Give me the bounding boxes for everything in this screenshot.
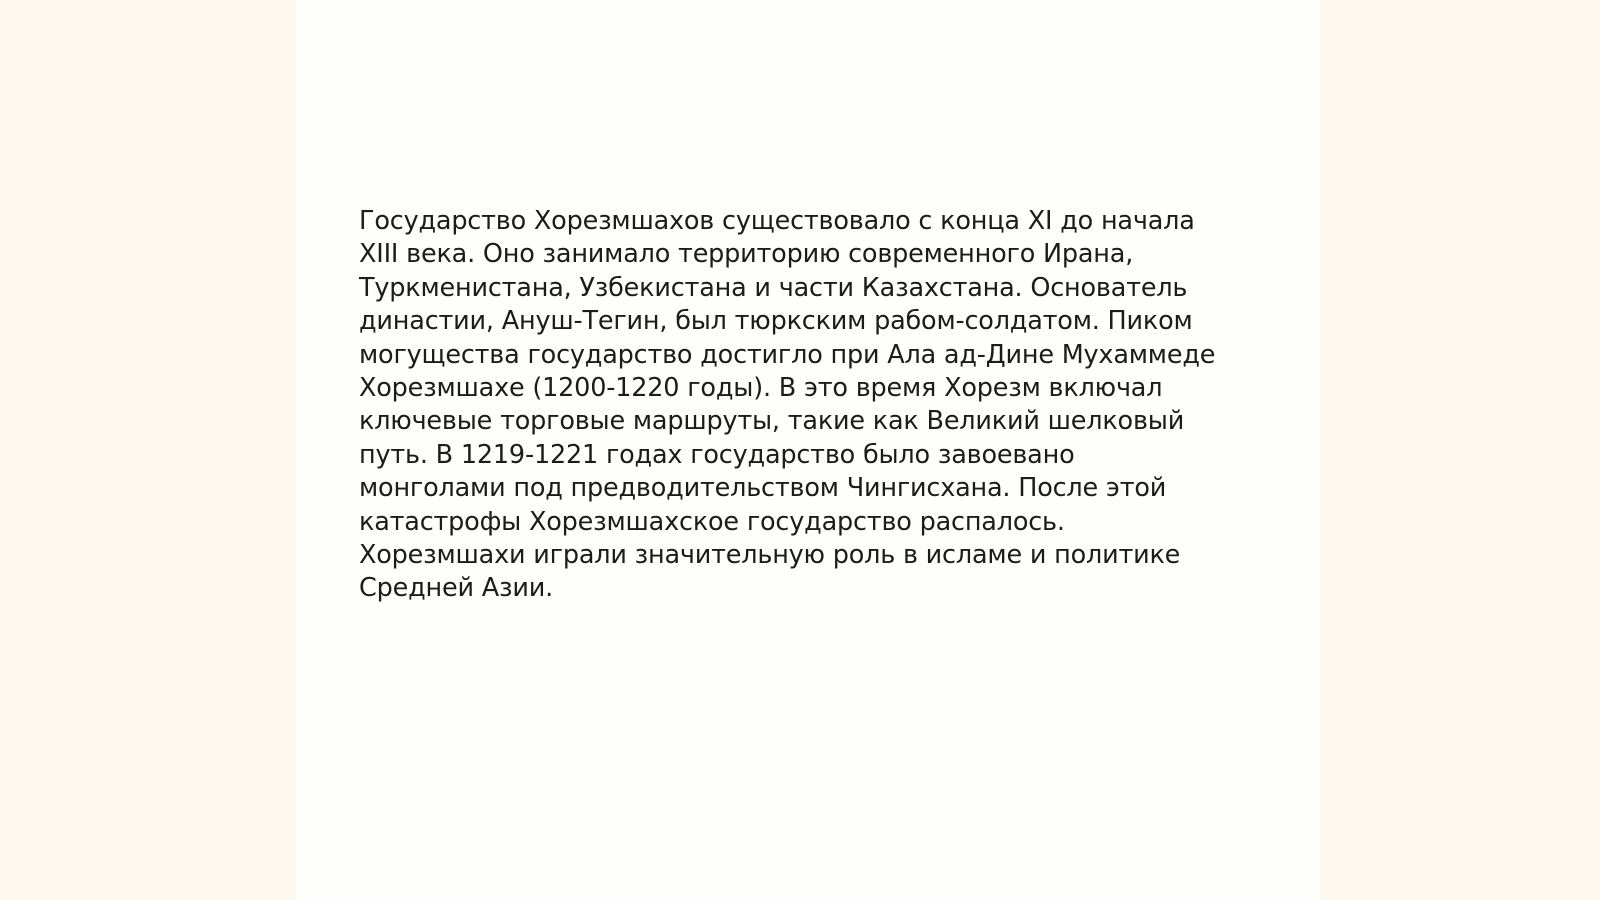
- paragraph-line: Средней Азии.: [359, 573, 554, 604]
- paragraph-line: Государство Хорезмшахов существовало с конца XI до начала: [359, 206, 1195, 236]
- paragraph-line: путь. В 1219-1221 годах государство было завоевано: [359, 439, 1075, 470]
- paragraph-line: Хорезмшахе (1200-1220 годы). В это время Хорезм включал: [359, 373, 1163, 404]
- paragraph-line: катастрофы Хорезмшахское государство распалось.: [359, 506, 1065, 537]
- paragraph-line: Туркменистана, Узбекистана и части Казахстана. Основатель: [359, 272, 1188, 303]
- paragraph-line: Хорезмшахи играли значительную роль в исламе и политике: [359, 540, 1181, 571]
- paragraph-line: ключевые торговые маршруты, такие как Великий шелковый: [359, 406, 1185, 437]
- paragraph-line: XIII века. Оно занимало территорию современного Ирана,: [359, 239, 1134, 270]
- body-paragraph: [359, 205, 1239, 606]
- paragraph-line: династии, Ануш-Тегин, был тюркским рабом-солдатом. Пиком: [359, 306, 1193, 337]
- document-page: [296, 0, 1320, 900]
- paragraph-line: могущества государство достигло при Ала ад-Дине Мухаммеде: [359, 339, 1216, 370]
- paragraph-line: монголами под предводительством Чингисхана. После этой: [359, 473, 1167, 504]
